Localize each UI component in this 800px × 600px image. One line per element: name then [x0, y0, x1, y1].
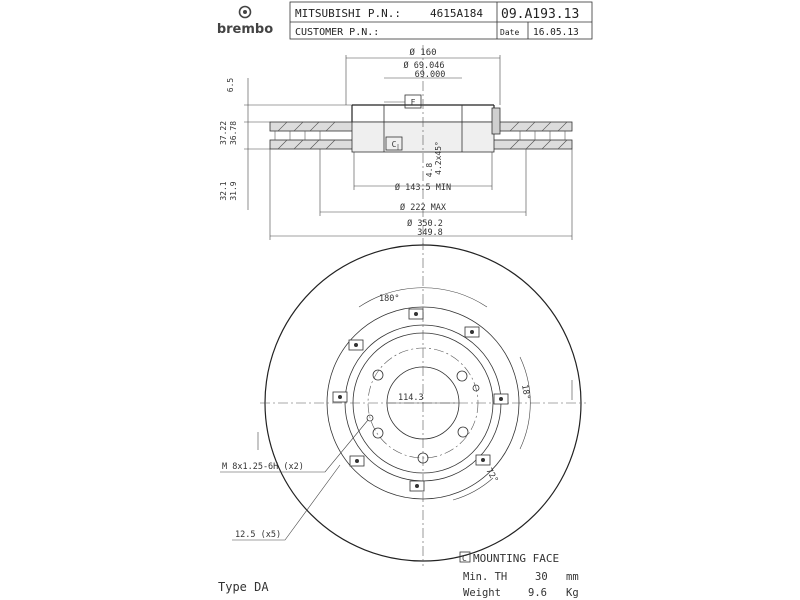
weight-value: 9.6 — [528, 587, 547, 599]
angle-72: 72° — [483, 466, 500, 485]
dim-32-1: 32.1 — [219, 181, 228, 201]
dim-chamfer-b: 4.2x45° — [434, 141, 443, 175]
thread-note: M 8x1.25-6H (x2) — [222, 462, 304, 472]
date-value: 16.05.13 — [533, 27, 579, 38]
drawing-number: 09.A193.13 — [501, 7, 580, 22]
dim-overall-diameter: Ø 160 — [409, 48, 437, 58]
customer-pn-label: CUSTOMER P.N.: — [295, 27, 380, 38]
retaining-bolt — [492, 108, 500, 134]
dim-disc-max: Ø 350.2 — [407, 219, 443, 229]
angle-18: 18° — [519, 383, 532, 401]
mitsubishi-pn-label: MITSUBISHI P.N.: — [295, 7, 401, 20]
weight-label: Weight — [463, 587, 501, 599]
mounting-face-label: MOUNTING FACE — [473, 552, 560, 565]
weight-unit: Kg — [566, 587, 579, 599]
min-thickness-value: 30 — [535, 571, 548, 583]
type-label: Type DA — [218, 580, 269, 594]
min-thickness-label: Min. TH — [463, 571, 508, 583]
ref-datum-f: F — [410, 98, 416, 107]
title-block — [217, 2, 592, 39]
stud-hole — [457, 371, 467, 381]
dim-chamfer-a: 4.8 — [425, 162, 434, 178]
ref-datum-c: C — [391, 140, 397, 149]
dim-36-78: 36.78 — [229, 120, 238, 146]
bobbin — [410, 481, 424, 491]
dim-222-max: Ø 222 MAX — [399, 203, 447, 213]
bobbin — [465, 327, 479, 337]
pcd-label: 114.3 — [398, 393, 424, 403]
bobbin — [494, 394, 508, 404]
mitsubishi-pn-value: 4615A184 — [430, 7, 483, 20]
stud-hole — [373, 428, 383, 438]
front-view — [220, 240, 586, 566]
min-thickness-unit: mm — [566, 571, 579, 583]
bobbin — [333, 392, 347, 402]
brembo-logo — [217, 7, 273, 38]
mounting-face-symbol: C — [462, 554, 467, 563]
bobbin — [476, 455, 490, 465]
dim-inner-min: Ø 143.5 MIN — [394, 183, 452, 193]
angle-180: 180° — [379, 294, 400, 304]
brand-name: brembo — [216, 22, 274, 37]
dim-31-9: 31.9 — [229, 181, 238, 201]
bobbin — [349, 340, 363, 350]
slot-note: 12.5 (x5) — [235, 530, 282, 540]
dim-disc-min: 349.8 — [417, 228, 443, 238]
bobbin — [409, 309, 423, 319]
dim-37-22: 37.22 — [219, 120, 228, 146]
dim-hub-min: 69.000 — [414, 70, 446, 80]
dim-hub-max: Ø 69.046 — [403, 61, 445, 71]
side-section-view — [219, 45, 572, 245]
dim-6-5: 6.5 — [226, 77, 235, 93]
stud-hole — [458, 427, 468, 437]
bobbin — [350, 456, 364, 466]
date-label: Date — [500, 28, 520, 37]
